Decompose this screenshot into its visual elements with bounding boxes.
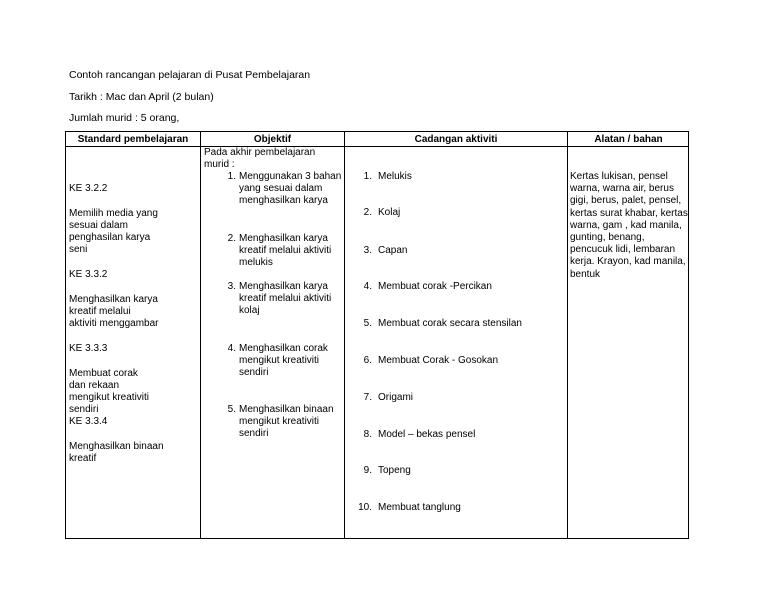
activity-number: 9.	[363, 465, 372, 476]
activity-number: 1.	[363, 171, 372, 182]
activity-item	[357, 318, 522, 330]
objective-text: Menghasilkan karya kreatif melalui aktiviti melukis	[239, 233, 332, 269]
column-header-materials: Alatan / bahan	[594, 134, 663, 145]
activity-number: 3.	[363, 245, 372, 256]
student-count-line: Jumlah murid : 5 orang,	[69, 112, 180, 124]
activity-number: 2.	[363, 207, 372, 218]
activity-item	[357, 465, 411, 477]
standard-text: Memilih media yang sesuai dalam penghasilan karya seni	[69, 207, 158, 256]
standard-entry	[69, 171, 158, 269]
objectives-cell	[201, 132, 344, 538]
column-header-objective: Objektif	[253, 134, 292, 145]
objective-text: Menghasilkan karya kreatif melalui aktiviti kolaj	[239, 281, 332, 317]
objective-intro: Pada akhir pembelajaran murid :	[204, 147, 316, 171]
activity-number: 6.	[363, 355, 372, 366]
lesson-plan-table	[65, 131, 689, 539]
standard-code: KE 3.2.2	[69, 183, 108, 195]
objective-number: 4.	[227, 343, 236, 354]
objective-number: 5.	[227, 404, 236, 415]
activity-item	[357, 281, 492, 293]
materials-cell	[568, 132, 689, 538]
objective-number: 2.	[227, 233, 236, 244]
activity-text: Topeng	[378, 465, 411, 476]
activity-text: Membuat tanglung	[378, 502, 461, 513]
activities-cell	[345, 132, 567, 538]
activity-text: Membuat Corak - Gosokan	[378, 355, 499, 366]
standard-code: KE 3.3.3	[69, 343, 108, 355]
standard-text: Menghasilkan karya kreatif melalui aktiviti menggambar	[69, 293, 159, 330]
activity-number: 7.	[363, 392, 372, 403]
activity-text: Model – bekas pensel	[378, 429, 476, 440]
materials-text: Kertas lukisan, pensel warna, warna air, berus gigi, berus, palet, pensel, kertas surat khabar, kertas warna, gam , kad manila, gunting, benang, pencucuk lidi, lembaran kerja. Krayon, kad manila, bentuk	[570, 171, 688, 280]
document-title: Contoh rancangan pelajaran di Pusat Pembelajaran	[69, 69, 311, 81]
activity-item	[357, 429, 475, 441]
activity-text: Kolaj	[378, 207, 401, 218]
objective-text: Menghasilkan binaan mengikut kreativiti sendiri	[239, 404, 334, 440]
activity-item	[357, 245, 407, 257]
activity-item	[357, 392, 413, 404]
objective-number: 3.	[227, 281, 236, 292]
standard-entry	[69, 404, 164, 477]
activity-number: 4.	[363, 281, 372, 292]
date-line: Tarikh : Mac dan April (2 bulan)	[69, 91, 214, 103]
objective-text: Menghasilkan corak mengikut kreativiti sendiri	[239, 343, 328, 379]
activity-text: Origami	[378, 392, 414, 403]
column-header-activity: Cadangan aktiviti	[414, 134, 498, 145]
activity-text: Membuat corak secara stensilan	[378, 318, 522, 329]
activity-number: 8.	[363, 429, 372, 440]
standard-text: Membuat corak dan rekaan mengikut kreativiti sendiri	[69, 367, 150, 416]
activity-item	[357, 207, 400, 219]
activity-text: Membuat corak -Percikan	[378, 281, 492, 292]
standard-text: Menghasilkan binaan kreatif	[69, 440, 164, 464]
column-header-standard: Standard pembelajaran	[77, 134, 189, 145]
standards-cell	[66, 132, 200, 538]
objective-text: Menggunakan 3 bahan yang sesuai dalam menghasilkan karya	[239, 171, 342, 207]
activity-text: Capan	[378, 245, 408, 256]
objective-number: 1.	[227, 171, 236, 182]
activity-item	[357, 355, 498, 367]
activity-item	[357, 171, 412, 183]
standard-code: KE 3.3.2	[69, 269, 108, 281]
activity-item	[357, 502, 461, 514]
activity-number: 5.	[363, 318, 372, 329]
standard-entry	[69, 257, 158, 342]
activity-number: 10.	[358, 502, 372, 513]
activity-text: Melukis	[378, 171, 412, 182]
standard-code: KE 3.3.4	[69, 416, 108, 428]
